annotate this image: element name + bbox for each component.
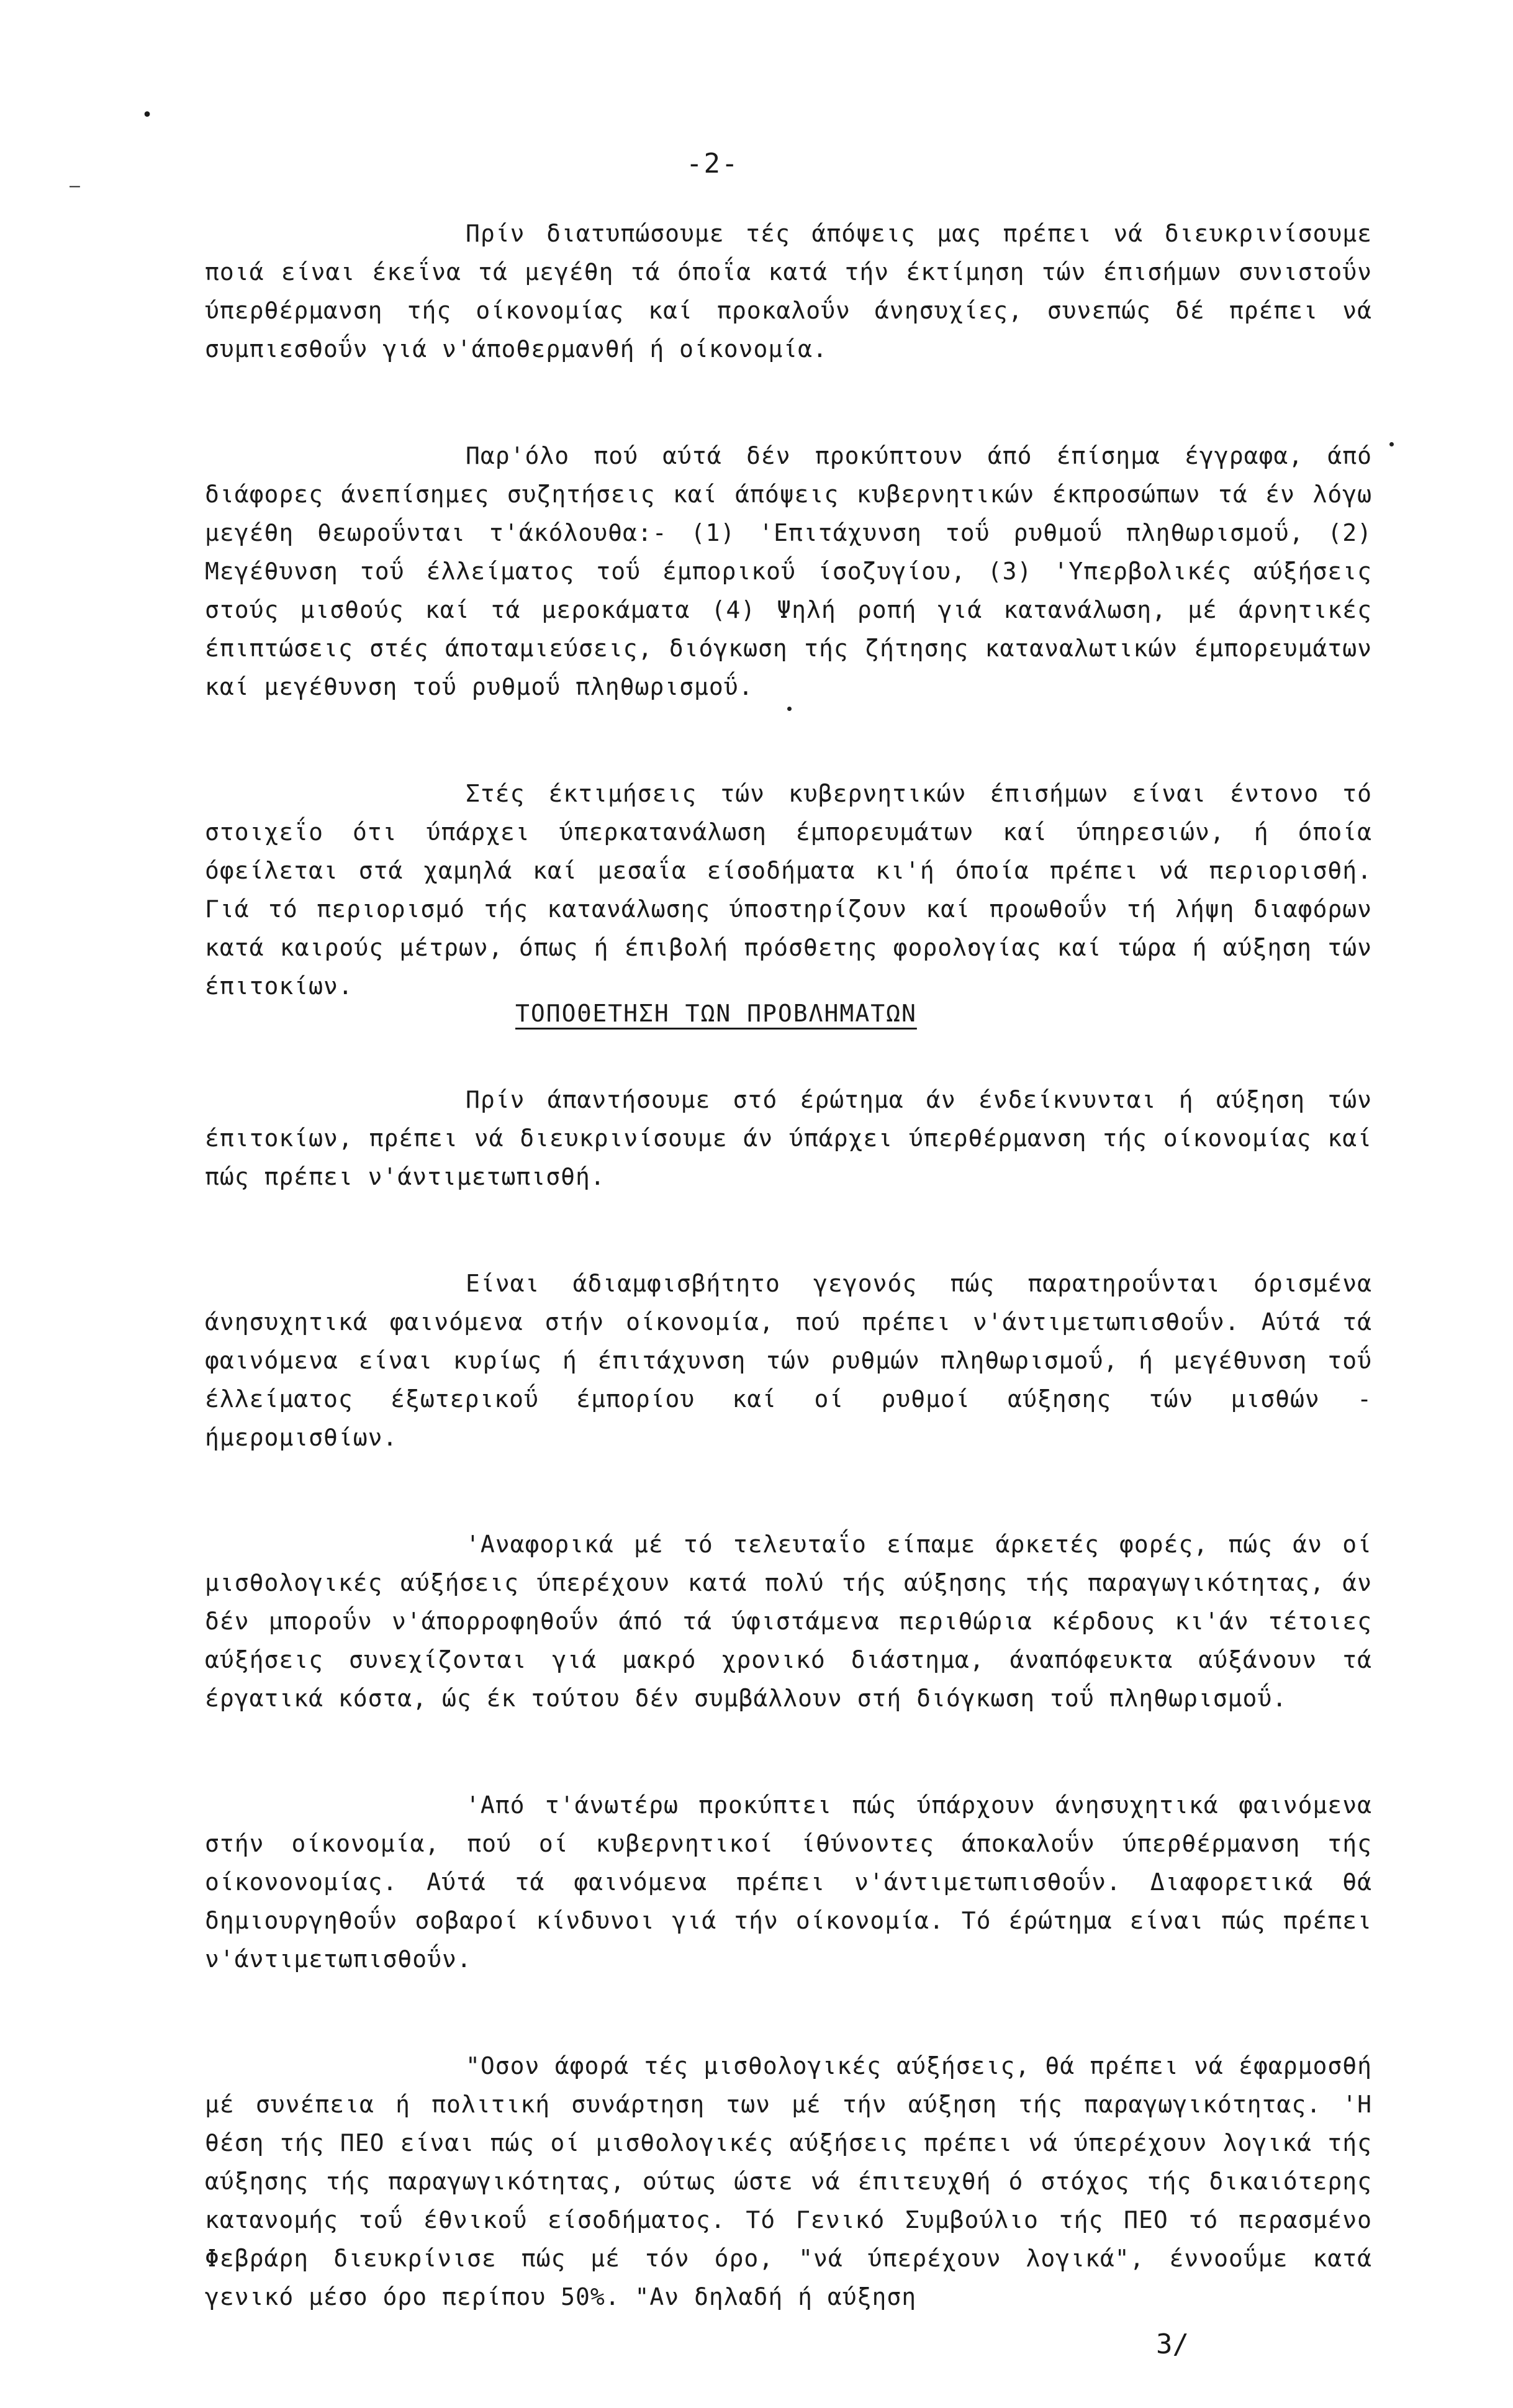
stray-mark: – — [70, 175, 80, 196]
body-text-bottom — [205, 1080, 1372, 2316]
section-heading: ΤΟΠΟΘΕΤΗΣΗ ΤΩΝ ΠΡΟΒΛΗΜΑΤΩΝ — [515, 1000, 917, 1027]
paragraph: Στές έκτιμήσεις τών κυβερνητικών έπισήμων είναι έντονο τό στοιχεΐο ότι ύπάρχει ύπερκατανάλωση έμπορευμάτων καί ύπηρεσιών, ή όποία όφείλεται στά χαμηλά καί μεσαΐα είσοδήματα κι'ή όποία πρέπει νά περιορισθή. Γιά τό περιορισμό τής κατανάλωσης ύποστηρίζουν καί προωθοΰν τή λήψη διαφόρων κατά καιρούς μέτρων, όπως ή έπιβολή πρόσθετης φορολογίας καί τώρα ή αύξηση τών έπιτοκίων. — [205, 780, 1372, 1000]
paragraph: Είναι άδιαμφισβήτητο γεγονός πώς παρατηροΰνται όρισμένα άνησυχητικά φαινόμενα στήν οίκονομία, πού πρέπει ν'άντιμετωπισθοΰν. Αύτά τά φαινόμενα είναι κυρίως ή έπιτάχυνση τών ρυθμών πληθωρισμοΰ, ή μεγέθυνση τοΰ έλλείματος έξωτερικοΰ έμπορίου καί οί ρυθμοί αύξησης τών μισθών - ήμερομισθίων. — [205, 1270, 1372, 1451]
paragraph: 'Αναφορικά μέ τό τελευταΐο είπαμε άρκετές φορές, πώς άν οί μισθολογικές αύξήσεις ύπερέχουν κατά πολύ τής αύξησης τής παραγωγικότητας, άν δέν μποροΰν ν'άπορροφηθοΰν άπό τά ύφιστάμενα περιθώρια κέρδους κι'άν τέτοιες αύξήσεις συνεχίζονται γιά μακρό χρονικό διάστημα, άναπόφευκτα αύξάνουν τά έργατικά κόστα, ώς έκ τούτου δέν συμβάλλουν στή διόγκωση τοΰ πληθωρισμοΰ. — [205, 1531, 1372, 1712]
page-number: -2- — [686, 148, 739, 179]
paragraph: 'Από τ'άνωτέρω προκύπτει πώς ύπάρχουν άνησυχητικά φαινόμενα στήν οίκονομία, πού οί κυβερνητικοί ίθύνοντες άποκαλοΰν ύπερθέρμανση τής οίκονονομίας. Αύτά τά φαινόμενα πρέπει ν'άντιμετωπισθοΰν. Διαφορετικά θά δημιουργηθοΰν σοβαροί κίνδυνοι γιά τήν οίκονομία. Τό έρώτημα είναι πώς πρέπει ν'άντιμετωπισθοΰν. — [205, 1791, 1372, 1973]
next-page-reference: 3/ — [1156, 2329, 1189, 2360]
paragraph: Πρίν διατυπώσουμε τές άπόψεις μας πρέπει νά διευκρινίσουμε ποιά είναι έκεΐνα τά μεγέθη τά όποΐα κατά τήν έκτίμηση τών έπισήμων συνιστοΰν ύπερθέρμανση τής οίκονομίας καί προκαλοΰν άνησυχίες, συνεπώς δέ πρέπει νά συμπιεσθοΰν γιά ν'άποθερμανθή ή οίκονομία. — [205, 220, 1372, 363]
paragraph: "Οσον άφορά τές μισθολογικές αύξήσεις, θά πρέπει νά έφαρμοσθή μέ συνέπεια ή πολιτική συνάρτηση των μέ τήν αύξηση τής παραγωγικότητας. 'Η θέση τής ΠΕΟ είναι πώς οί μισθολογικές αύξήσεις πρέπει νά ύπερέχουν λογικά τής αύξησης τής παραγωγικότητας, ούτως ώστε νά έπιτευχθή ό στόχος τής δικαιότερης κατανομής τοΰ έθνικοΰ είσοδήματος. Τό Γενικό Συμβούλιο τής ΠΕΟ τό περασμένο Φεβράρη διευκρίνισε πώς μέ τόν όρο, "νά ύπερέχουν λογικά", έννοοΰμε κατά γενικό μέσο όρο περίπου 50%. "Αν δηλαδή ή αύξηση — [205, 2052, 1372, 2311]
paragraph: Παρ'όλο πού αύτά δέν προκύπτουν άπό έπίσημα έγγραφα, άπό διάφορες άνεπίσημες συζητήσεις καί άπόψεις κυβερνητικών έκπροσώπων τά έν λόγω μεγέθη θεωροΰνται τ'άκόλουθα:- (1) 'Επιτάχυνση τοΰ ρυθμοΰ πληθωρισμοΰ, (2) Μεγέθυνση τοΰ έλλείματος τοΰ έμπορικοΰ ίσοζυγίου, (3) 'Υπερβολικές αύξήσεις στούς μισθούς καί τά μεροκάματα (4) Ψηλή ροπή γιά κατανάλωση, μέ άρνητικές έπιπτώσεις στές άποταμιεύσεις, διόγκωση τής ζήτησης καταναλωτικών έμπορευμάτων καί μεγέθυνση τοΰ ρυθμοΰ πληθωρισμοΰ. — [205, 442, 1372, 700]
paragraph: Πρίν άπαντήσουμε στό έρώτημα άν ένδείκνυνται ή αύξηση τών έπιτοκίων, πρέπει νά διευκρινίσουμε άν ύπάρχει ύπερθέρμανση τής οίκονομίας καί πώς πρέπει ν'άντιμετωπισθή. — [205, 1086, 1372, 1190]
stray-mark: • — [142, 104, 153, 126]
stray-dot — [1389, 442, 1394, 446]
body-text-top — [205, 214, 1372, 1074]
